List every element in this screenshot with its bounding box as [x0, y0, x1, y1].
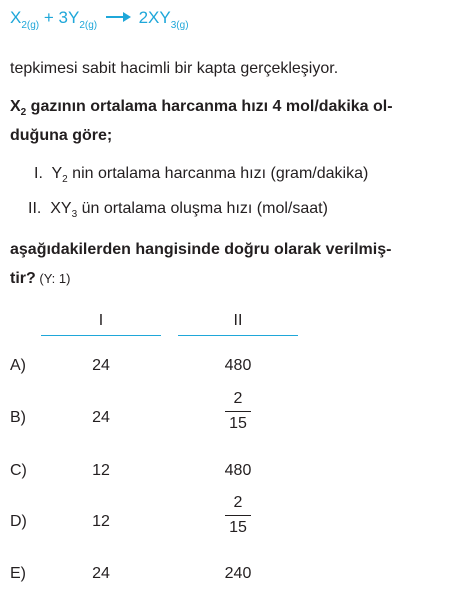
option-e-label[interactable]: E): [10, 565, 26, 582]
item-i-subscript: 2: [62, 174, 68, 185]
statement-line-2: [10, 98, 393, 118]
option-e-col2: 240: [224, 565, 252, 582]
option-a-col1: 24: [92, 357, 110, 374]
product-xy: 2XY: [138, 8, 171, 27]
item-ii-symbol: XY: [50, 200, 72, 217]
reaction-equation: [10, 8, 189, 31]
option-c-label[interactable]: C): [10, 462, 27, 479]
option-d-col1: 12: [92, 513, 110, 530]
option-d-numerator: 2: [233, 494, 243, 511]
product-subscript: 3(g): [170, 20, 189, 31]
item-ii: [28, 200, 328, 220]
statement-line-3: duğuna göre;: [10, 127, 113, 144]
option-c-col1: 12: [92, 462, 110, 479]
option-a-col2: 480: [224, 357, 252, 374]
statement-line-1: tepkimesi sabit hacimli bir kapta gerçekleşiyor.: [10, 60, 339, 77]
column-header-i: I: [98, 312, 104, 329]
item-ii-text: ün ortalama oluşma hızı (mol/saat): [77, 200, 328, 217]
reactant-x: X: [10, 8, 22, 27]
question-atomic-mass: (Y: 1): [35, 271, 71, 286]
x-symbol: X: [10, 98, 21, 115]
item-i: [34, 165, 368, 185]
option-d-fraction: [198, 494, 278, 537]
option-d-label[interactable]: D): [10, 513, 27, 530]
question-line-1: aşağıdakilerden hangisinde doğru olarak verilmiş-: [10, 241, 392, 258]
item-ii-number: II.: [28, 200, 42, 217]
x-subscript: 2: [20, 107, 27, 118]
statement-line-2-text: gazının ortalama harcanma hızı 4 mol/dakika ol-: [26, 98, 393, 115]
option-b-denominator: 15: [229, 415, 247, 432]
option-b-fraction: [198, 390, 278, 433]
column-header-ii-underline: [178, 335, 298, 336]
option-d-denominator: 15: [229, 519, 247, 536]
question-line-2-bold: tir?: [10, 270, 36, 287]
option-d-fraction-bar: [225, 515, 251, 516]
option-a-label[interactable]: A): [10, 357, 26, 374]
option-b-numerator: 2: [233, 390, 243, 407]
item-ii-subscript: 3: [71, 209, 78, 220]
column-header-ii: II: [233, 312, 243, 329]
option-e-col1: 24: [92, 565, 110, 582]
column-header-i-underline: [41, 335, 161, 336]
reactant-y: + 3Y: [43, 8, 80, 27]
reactant-x-subscript: 2(g): [21, 20, 40, 31]
option-b-label[interactable]: B): [10, 409, 26, 426]
option-b-fraction-bar: [225, 411, 251, 412]
reaction-arrow-icon: [105, 10, 131, 24]
option-c-col2: 480: [224, 462, 252, 479]
item-i-symbol: Y: [51, 165, 63, 182]
question-line-2: [10, 270, 70, 288]
item-i-number: I.: [34, 165, 43, 182]
option-b-col1: 24: [92, 409, 110, 426]
reactant-y-subscript: 2(g): [79, 20, 98, 31]
item-i-text: nin ortalama harcanma hızı (gram/dakika): [67, 165, 369, 182]
